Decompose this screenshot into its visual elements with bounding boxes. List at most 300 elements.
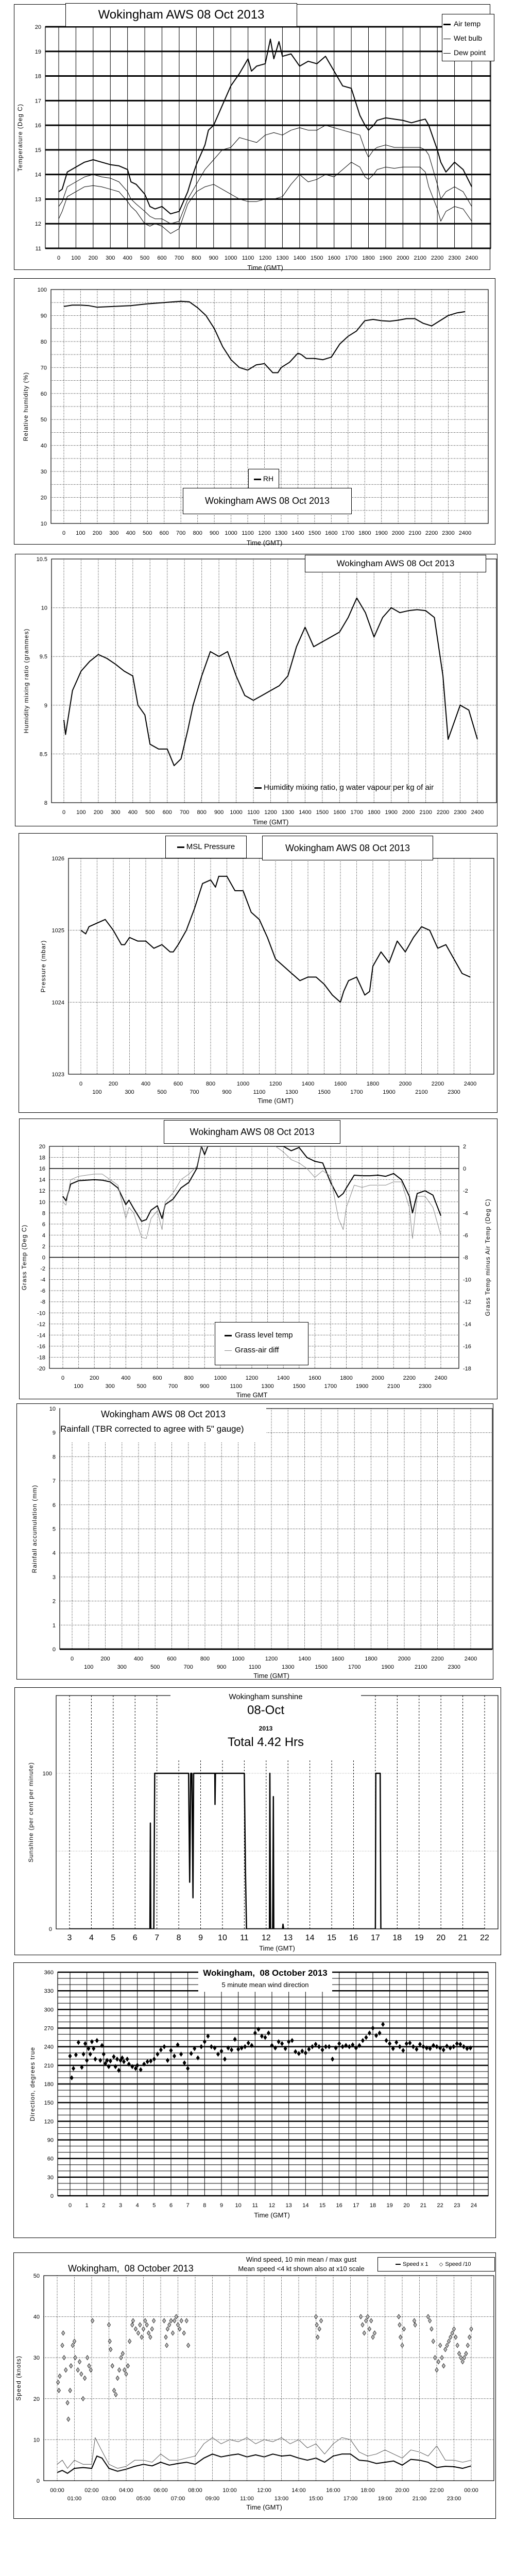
y-tick-label: 16 <box>39 1166 45 1173</box>
data-point-marker <box>402 2327 405 2331</box>
y-tick-label: 90 <box>47 2137 54 2144</box>
x-tick-label: 1200 <box>258 530 271 536</box>
data-point-marker <box>468 2335 471 2340</box>
y-tick-label: 1023 <box>52 1072 64 1078</box>
grass-legend <box>215 1322 308 1365</box>
x-tick-label: 0 <box>62 809 66 816</box>
data-point-marker <box>304 2050 307 2056</box>
pressure-legend-swatch <box>177 846 184 848</box>
x-tick-label: 1000 <box>214 1375 227 1381</box>
y-tick-label: 30 <box>40 469 47 476</box>
data-point-marker <box>452 2327 455 2331</box>
x-tick-label: 13 <box>285 2202 292 2209</box>
x-tick-label: 1700 <box>341 530 355 536</box>
rh-legend <box>248 469 279 488</box>
x-tick-label: 13:00 <box>274 2496 289 2502</box>
x-tick-label: 600 <box>173 1081 183 1087</box>
data-point-marker <box>185 2318 188 2323</box>
wind-speed-title: Wokingham, 08 October 2013 <box>68 2263 194 2274</box>
data-point-marker <box>233 2037 237 2042</box>
x-axis-label: Time (GMT) <box>258 1097 294 1105</box>
x-tick-label: 1500 <box>315 1664 328 1670</box>
x-tick-label: 800 <box>193 530 202 536</box>
x-tick-label: 16 <box>349 1934 358 1942</box>
y-tick-label: -18 <box>37 1354 45 1361</box>
data-point-marker <box>166 2058 169 2063</box>
x-tick-label: 1500 <box>318 1089 331 1095</box>
data-point-marker <box>458 2042 462 2047</box>
data-point-marker <box>263 2035 267 2040</box>
data-point-marker <box>182 2331 185 2335</box>
data-point-marker <box>364 2035 368 2040</box>
x-tick-label: 15:00 <box>308 2496 323 2502</box>
x-tick-label: 100 <box>92 1089 102 1095</box>
data-point-marker <box>162 2044 166 2049</box>
right-y-axis-label: Grass Temp minus Air Temp (Deg C) <box>484 1198 491 1316</box>
x-tick-label: 200 <box>93 809 104 816</box>
data-point-marker <box>57 2388 60 2393</box>
temperature-title-box <box>65 3 297 27</box>
y-tick-label: -16 <box>37 1343 45 1350</box>
x-tick-label: 19 <box>414 1934 424 1942</box>
y-tick-label: 11 <box>35 246 41 252</box>
x-tick-label: 1300 <box>285 1089 298 1095</box>
x-tick-label: 200 <box>108 1081 118 1087</box>
x-tick-label: 2400 <box>464 1656 477 1662</box>
data-point-marker <box>108 2339 111 2344</box>
y-tick-label: 150 <box>44 2100 54 2107</box>
x-tick-label: 2000 <box>397 255 409 261</box>
x-tick-label: 1900 <box>385 809 398 816</box>
y-tick-label: 300 <box>44 2007 54 2013</box>
x-tick-label: 2100 <box>415 1664 427 1670</box>
x-tick-label: 1100 <box>247 809 260 816</box>
right-y-tick-label: -2 <box>463 1188 468 1195</box>
x-tick-label: 400 <box>133 1656 144 1662</box>
x-tick-label: 2100 <box>419 809 432 816</box>
x-tick-label: 1500 <box>293 1383 305 1389</box>
data-point-marker <box>186 2066 190 2071</box>
x-tick-label: 300 <box>117 1664 127 1670</box>
x-tick-label: 17 <box>370 1934 380 1942</box>
series-line <box>63 1146 441 1239</box>
data-point-marker <box>418 2042 422 2047</box>
x-tick-label: 600 <box>167 1656 177 1662</box>
x-tick-label: 2300 <box>448 255 461 261</box>
x-tick-label: 1200 <box>265 1656 278 1662</box>
data-point-marker <box>388 2041 391 2046</box>
data-point-marker <box>136 2331 140 2335</box>
y-tick-label: 12 <box>35 221 41 228</box>
data-point-marker <box>85 2058 89 2063</box>
legend-grass-level-temp: Grass level temp <box>235 1331 293 1340</box>
data-point-marker <box>223 2057 227 2062</box>
dew-point-legend-swatch <box>443 53 451 54</box>
data-point-marker <box>159 2047 163 2053</box>
data-point-marker <box>422 2044 425 2049</box>
data-point-marker <box>164 2335 167 2340</box>
data-point-marker <box>142 2327 145 2331</box>
y-tick-label: 13 <box>35 196 41 203</box>
x-tick-label: 800 <box>197 809 207 816</box>
data-point-marker <box>163 2318 166 2323</box>
x-tick-label: 1800 <box>368 809 381 816</box>
x-tick-label: 700 <box>190 1089 199 1095</box>
mixing-ratio-title: Wokingham AWS 08 Oct 2013 <box>336 558 455 568</box>
x-tick-label: 4 <box>135 2202 139 2209</box>
wind-direction-chart <box>14 1963 496 2239</box>
y-tick-label: 19 <box>35 48 41 55</box>
data-point-marker <box>401 2048 405 2053</box>
y-tick-label: 20 <box>35 24 41 30</box>
y-tick-label: 10 <box>39 1199 45 1206</box>
data-point-marker <box>74 2355 77 2360</box>
x-tick-label: 2300 <box>448 1089 460 1095</box>
x-tick-label: 23 <box>454 2202 460 2209</box>
data-point-marker <box>82 2052 85 2057</box>
data-point-marker <box>95 2038 99 2043</box>
sunshine-year: 2013 <box>259 1725 273 1732</box>
x-tick-label: 1000 <box>224 255 237 261</box>
data-point-marker <box>168 2323 171 2327</box>
data-point-marker <box>114 2392 117 2397</box>
x-axis-label: Time (GMT) <box>254 2211 290 2219</box>
data-point-marker <box>58 2374 61 2379</box>
x-tick-label: 6 <box>132 1934 138 1942</box>
data-point-marker <box>178 2327 181 2331</box>
data-point-marker <box>366 2314 369 2319</box>
data-point-marker <box>267 2030 270 2036</box>
data-point-marker <box>173 2318 176 2323</box>
data-point-marker <box>119 2355 123 2360</box>
y-tick-label: 40 <box>33 2314 40 2320</box>
data-point-marker <box>156 2052 159 2057</box>
mixing-ratio-title-box <box>305 555 486 572</box>
data-point-marker <box>145 2323 148 2327</box>
x-tick-label: 7 <box>186 2202 190 2209</box>
x-tick-label: 100 <box>74 1383 83 1389</box>
y-tick-label: 100 <box>42 1771 52 1777</box>
data-point-marker <box>115 2057 119 2062</box>
data-point-marker <box>112 2054 115 2059</box>
x-tick-label: 500 <box>157 1089 167 1095</box>
series-line <box>64 301 465 373</box>
y-axis-label: Humidity mixing ratio (grammes) <box>23 628 30 734</box>
data-point-marker <box>328 2044 331 2049</box>
y-tick-label: -10 <box>37 1310 45 1317</box>
x-tick-label: 700 <box>176 530 186 536</box>
data-point-marker <box>290 2038 294 2043</box>
x-tick-label: 11 <box>252 2202 259 2209</box>
y-axis-label: Relative humidity (%) <box>22 371 29 442</box>
sunshine-date: 08-Oct <box>247 1703 285 1717</box>
wind-speed-chart <box>14 2253 496 2519</box>
y-tick-label: 240 <box>44 2044 54 2050</box>
x-tick-label: 09:00 <box>205 2496 220 2502</box>
y-tick-label: 100 <box>37 287 47 293</box>
x-axis-label: Time (GMT) <box>247 264 283 272</box>
data-point-marker <box>277 2039 281 2044</box>
x-tick-label: 21 <box>420 2202 427 2209</box>
data-point-marker <box>371 2335 374 2340</box>
data-point-marker <box>447 2339 450 2344</box>
data-point-marker <box>348 2044 351 2049</box>
x-tick-label: 1700 <box>348 1664 361 1670</box>
x-tick-label: 16:00 <box>326 2487 340 2494</box>
x-tick-label: 700 <box>174 255 184 261</box>
x-tick-label: 1900 <box>375 530 388 536</box>
wind-direction-subtitle: 5 minute mean wind direction <box>221 1981 309 1989</box>
x-tick-label: 18 <box>369 2202 376 2209</box>
x-tick-label: 2100 <box>415 1089 428 1095</box>
data-point-marker <box>196 2055 200 2060</box>
temperature-legend <box>442 14 494 61</box>
data-point-marker <box>449 2335 452 2340</box>
x-tick-label: 1400 <box>299 809 312 816</box>
data-point-marker <box>88 2364 91 2368</box>
x-tick-label: 07:00 <box>170 2496 185 2502</box>
sunshine-chart-panel <box>14 1687 501 1955</box>
data-point-marker <box>470 2327 473 2331</box>
data-point-marker <box>341 2044 345 2049</box>
data-point-marker <box>123 2368 126 2372</box>
y-tick-label: 5 <box>52 1526 56 1533</box>
data-point-marker <box>426 2314 430 2319</box>
y-tick-label: -2 <box>40 1266 45 1273</box>
data-point-marker <box>456 2343 459 2348</box>
x-tick-label: 300 <box>109 530 119 536</box>
x-tick-label: 1400 <box>301 1081 315 1087</box>
series-line <box>57 2437 471 2468</box>
data-point-marker <box>428 2318 431 2323</box>
data-point-marker <box>398 2323 401 2327</box>
x-tick-label: 800 <box>184 1375 194 1381</box>
data-point-marker <box>451 2331 454 2335</box>
y-tick-label: 12 <box>39 1188 45 1195</box>
x-tick-label: 1700 <box>345 255 358 261</box>
x-tick-label: 22 <box>480 1934 489 1942</box>
x-tick-label: 2200 <box>436 809 450 816</box>
plot-area-frame <box>45 27 491 248</box>
data-point-marker <box>140 2335 143 2340</box>
x-tick-label: 900 <box>222 1089 232 1095</box>
y-axis-label: Temperature (Deg C) <box>16 104 24 172</box>
data-point-marker <box>439 2343 442 2348</box>
data-point-marker <box>73 2339 76 2344</box>
y-tick-label: 50 <box>40 417 47 423</box>
pressure-chart <box>19 834 498 1113</box>
mixing-ratio-chart-panel <box>15 554 497 826</box>
data-point-marker <box>317 2044 321 2049</box>
x-tick-label: 1600 <box>331 1656 345 1662</box>
data-point-marker <box>466 2343 469 2348</box>
y-axis-label: Grass Temp (Deg C) <box>21 1224 28 1291</box>
data-point-marker <box>68 2054 72 2059</box>
x-tick-label: 1900 <box>383 1089 396 1095</box>
x-tick-label: 1000 <box>230 809 243 816</box>
y-tick-label: 60 <box>47 2156 54 2162</box>
y-tick-label: 8 <box>44 800 47 806</box>
y-tick-label: 17 <box>35 98 41 105</box>
data-point-marker <box>117 2067 121 2073</box>
wind-speed-subtitle-2: Mean speed <4 kt shown also at x10 scale <box>238 2265 365 2273</box>
x-tick-label: 1700 <box>350 809 364 816</box>
y-tick-label: 20 <box>33 2396 40 2402</box>
y-tick-label: 70 <box>40 365 47 371</box>
data-point-marker <box>57 2380 60 2384</box>
x-tick-label: 0 <box>79 1081 83 1087</box>
x-tick-label: 2200 <box>431 1081 444 1087</box>
x-tick-label: 2200 <box>425 530 438 536</box>
y-tick-label: -6 <box>40 1288 45 1295</box>
x-tick-label: 05:00 <box>136 2496 151 2502</box>
temperature-title: Wokingham AWS 08 Oct 2013 <box>98 8 265 22</box>
data-point-marker <box>131 2318 134 2323</box>
x-tick-label: 0 <box>61 1375 65 1381</box>
data-point-marker <box>91 2318 94 2323</box>
x-tick-label: 04:00 <box>119 2487 133 2494</box>
x-axis-label: Time (GMT) <box>253 1672 289 1680</box>
x-tick-label: 1300 <box>261 1383 274 1389</box>
data-point-marker <box>405 2041 408 2046</box>
rainfall-chart-panel <box>16 1403 493 1680</box>
x-tick-label: 900 <box>209 255 218 261</box>
data-point-marker <box>319 2318 322 2323</box>
x-tick-label: 2400 <box>471 809 484 816</box>
x-tick-label: 1300 <box>282 1664 295 1670</box>
x-tick-label: 400 <box>123 255 132 261</box>
data-point-marker <box>311 2044 314 2049</box>
legend-speed-div10: Speed /10 <box>445 2261 471 2267</box>
y-tick-label: 80 <box>40 338 47 345</box>
mixing-ratio-legend-swatch <box>254 787 262 789</box>
y-tick-label: 40 <box>40 443 47 449</box>
data-point-marker <box>370 2318 373 2323</box>
data-point-marker <box>361 2323 364 2327</box>
x-axis-label: Time GMT <box>236 1391 268 1399</box>
y-tick-label: 15 <box>35 147 41 154</box>
y-tick-label: 60 <box>40 391 47 397</box>
pressure-chart-panel <box>19 833 497 1113</box>
data-point-marker <box>179 2052 183 2057</box>
x-tick-label: 1100 <box>248 1664 261 1670</box>
data-point-marker <box>397 2314 400 2319</box>
data-point-marker <box>171 2331 174 2335</box>
x-tick-label: 1100 <box>242 255 254 261</box>
right-y-tick-label: 0 <box>463 1166 467 1173</box>
x-tick-label: 22:00 <box>430 2487 444 2494</box>
data-point-marker <box>71 2343 74 2348</box>
y-tick-label: 20 <box>40 495 47 501</box>
y-tick-label: 10 <box>49 1406 56 1412</box>
x-tick-label: 2300 <box>454 809 467 816</box>
data-point-marker <box>210 2044 213 2049</box>
data-point-marker <box>186 2343 190 2348</box>
y-tick-label: 50 <box>33 2273 40 2279</box>
data-point-marker <box>89 2052 92 2057</box>
x-tick-label: 17:00 <box>343 2496 358 2502</box>
y-tick-label: 1025 <box>52 927 64 934</box>
data-point-marker <box>64 2368 67 2372</box>
y-tick-label: -14 <box>37 1332 45 1339</box>
data-point-marker <box>230 2047 233 2053</box>
data-point-marker <box>452 2044 455 2049</box>
x-tick-label: 1300 <box>274 530 288 536</box>
data-point-marker <box>236 2046 240 2052</box>
y-tick-label: 20 <box>39 1144 45 1150</box>
x-tick-label: 1100 <box>253 1089 266 1095</box>
x-tick-label: 1000 <box>236 1081 250 1087</box>
data-point-marker <box>139 2323 142 2327</box>
right-y-tick-label: -12 <box>463 1299 471 1306</box>
data-point-marker <box>165 2343 168 2348</box>
wind-speed-subtitle-1: Wind speed, 10 min mean / max gust <box>246 2256 357 2263</box>
x-tick-label: 12 <box>261 1934 271 1942</box>
y-tick-label: 18 <box>39 1155 45 1161</box>
y-tick-label: 0 <box>48 1926 52 1933</box>
y-tick-label: 4 <box>52 1550 56 1557</box>
x-tick-label: 900 <box>217 1664 227 1670</box>
data-point-marker <box>435 2368 438 2372</box>
data-point-marker <box>126 2057 129 2062</box>
data-point-marker <box>437 2360 440 2364</box>
x-tick-label: 12 <box>268 2202 276 2209</box>
data-point-marker <box>62 2355 65 2360</box>
y-tick-label: -12 <box>37 1321 45 1328</box>
x-tick-label: 1800 <box>362 255 375 261</box>
data-point-marker <box>78 2360 81 2364</box>
y-tick-label: 90 <box>40 313 47 319</box>
right-y-tick-label: -16 <box>463 1343 471 1350</box>
data-point-marker <box>307 2046 311 2052</box>
x-axis-label: Time (GMT) <box>246 2503 282 2511</box>
x-tick-label: 2100 <box>414 255 426 261</box>
data-point-marker <box>408 2040 411 2045</box>
data-point-marker <box>61 2343 64 2348</box>
data-point-marker <box>152 2057 156 2062</box>
x-tick-label: 14:00 <box>291 2487 306 2494</box>
data-point-marker <box>169 2048 173 2053</box>
x-tick-label: 600 <box>162 809 172 816</box>
x-tick-label: 1800 <box>340 1375 353 1381</box>
x-tick-label: 22 <box>437 2202 443 2209</box>
x-tick-label: 2300 <box>419 1383 432 1389</box>
y-tick-label: 30 <box>33 2355 40 2362</box>
x-tick-label: 2200 <box>431 1656 444 1662</box>
x-tick-label: 2100 <box>408 530 421 536</box>
sunshine-title-box <box>170 1691 361 1760</box>
x-tick-label: 15 <box>319 2202 326 2209</box>
x-tick-label: 23:00 <box>447 2496 461 2502</box>
x-tick-label: 06:00 <box>153 2487 168 2494</box>
data-point-marker <box>81 2396 84 2401</box>
x-tick-label: 1500 <box>308 530 321 536</box>
x-tick-label: 500 <box>136 1383 147 1389</box>
y-tick-label: -8 <box>40 1299 45 1306</box>
right-y-tick-label: 2 <box>463 1144 467 1150</box>
x-tick-label: 2400 <box>465 255 478 261</box>
data-point-marker <box>462 2044 466 2049</box>
y-tick-label: 1024 <box>52 999 64 1006</box>
x-tick-label: 200 <box>92 530 102 536</box>
data-point-marker <box>465 2351 468 2356</box>
x-tick-label: 2400 <box>434 1375 448 1381</box>
data-point-marker <box>121 2351 124 2356</box>
data-point-marker <box>316 2335 319 2340</box>
x-tick-label: 00:00 <box>464 2487 478 2494</box>
data-point-marker <box>297 2051 301 2056</box>
x-tick-label: 18 <box>392 1934 402 1942</box>
